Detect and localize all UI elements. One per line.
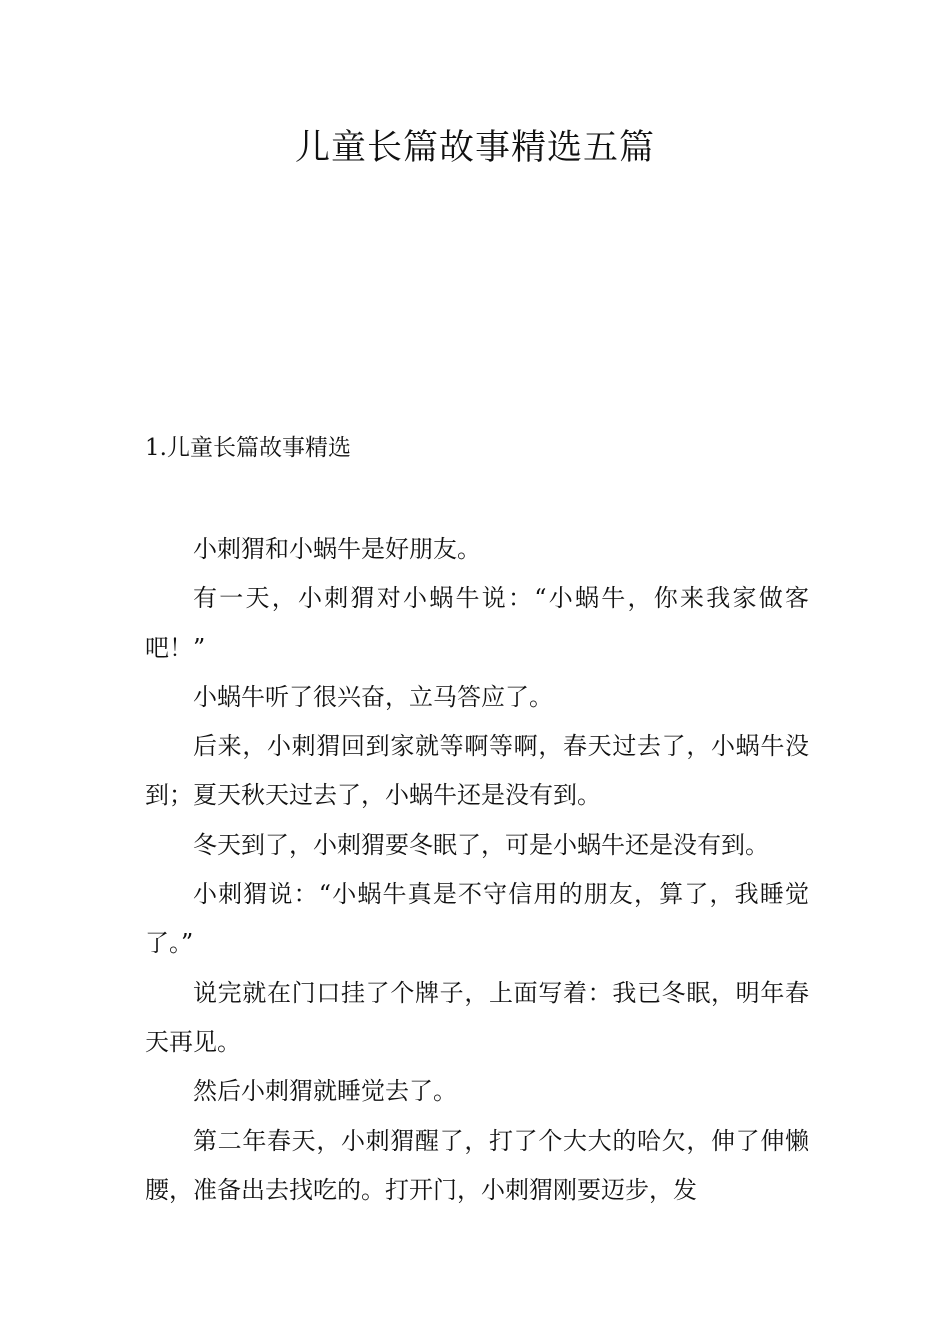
document-title: 儿童长篇故事精选五篇 xyxy=(294,128,655,168)
paragraph: 然后小刺猬就睡觉去了。 xyxy=(193,1077,457,1106)
paragraph: 第二年春天，小刺猬醒了，打了个大大的哈欠，伸了伸懒腰，准备出去找吃的。打开门，小刺猬刚要迈步，发 xyxy=(145,1126,809,1204)
paragraph: 说完就在门口挂了个牌子，上面写着：我已冬眠，明年春天再见。 xyxy=(145,978,809,1056)
section-heading: 1.儿童长篇故事精选 xyxy=(145,435,351,461)
story-body xyxy=(145,525,809,1215)
paragraph: 小刺猬说：“小蜗牛真是不守信用的朋友，算了，我睡觉了。” xyxy=(145,880,809,958)
paragraph: 小刺猬和小蜗牛是好朋友。 xyxy=(193,535,481,563)
paragraph: 小蜗牛听了很兴奋，立马答应了。 xyxy=(193,682,553,711)
paragraph: 冬天到了，小刺猬要冬眠了，可是小蜗牛还是没有到。 xyxy=(193,830,769,859)
paragraph: 后来，小刺猬回到家就等啊等啊，春天过去了，小蜗牛没到；夏天秋天过去了，小蜗牛还是没有到。 xyxy=(145,732,809,810)
paragraph: 有一天，小刺猬对小蜗牛说：“小蜗牛，你来我家做客吧！” xyxy=(145,584,809,662)
